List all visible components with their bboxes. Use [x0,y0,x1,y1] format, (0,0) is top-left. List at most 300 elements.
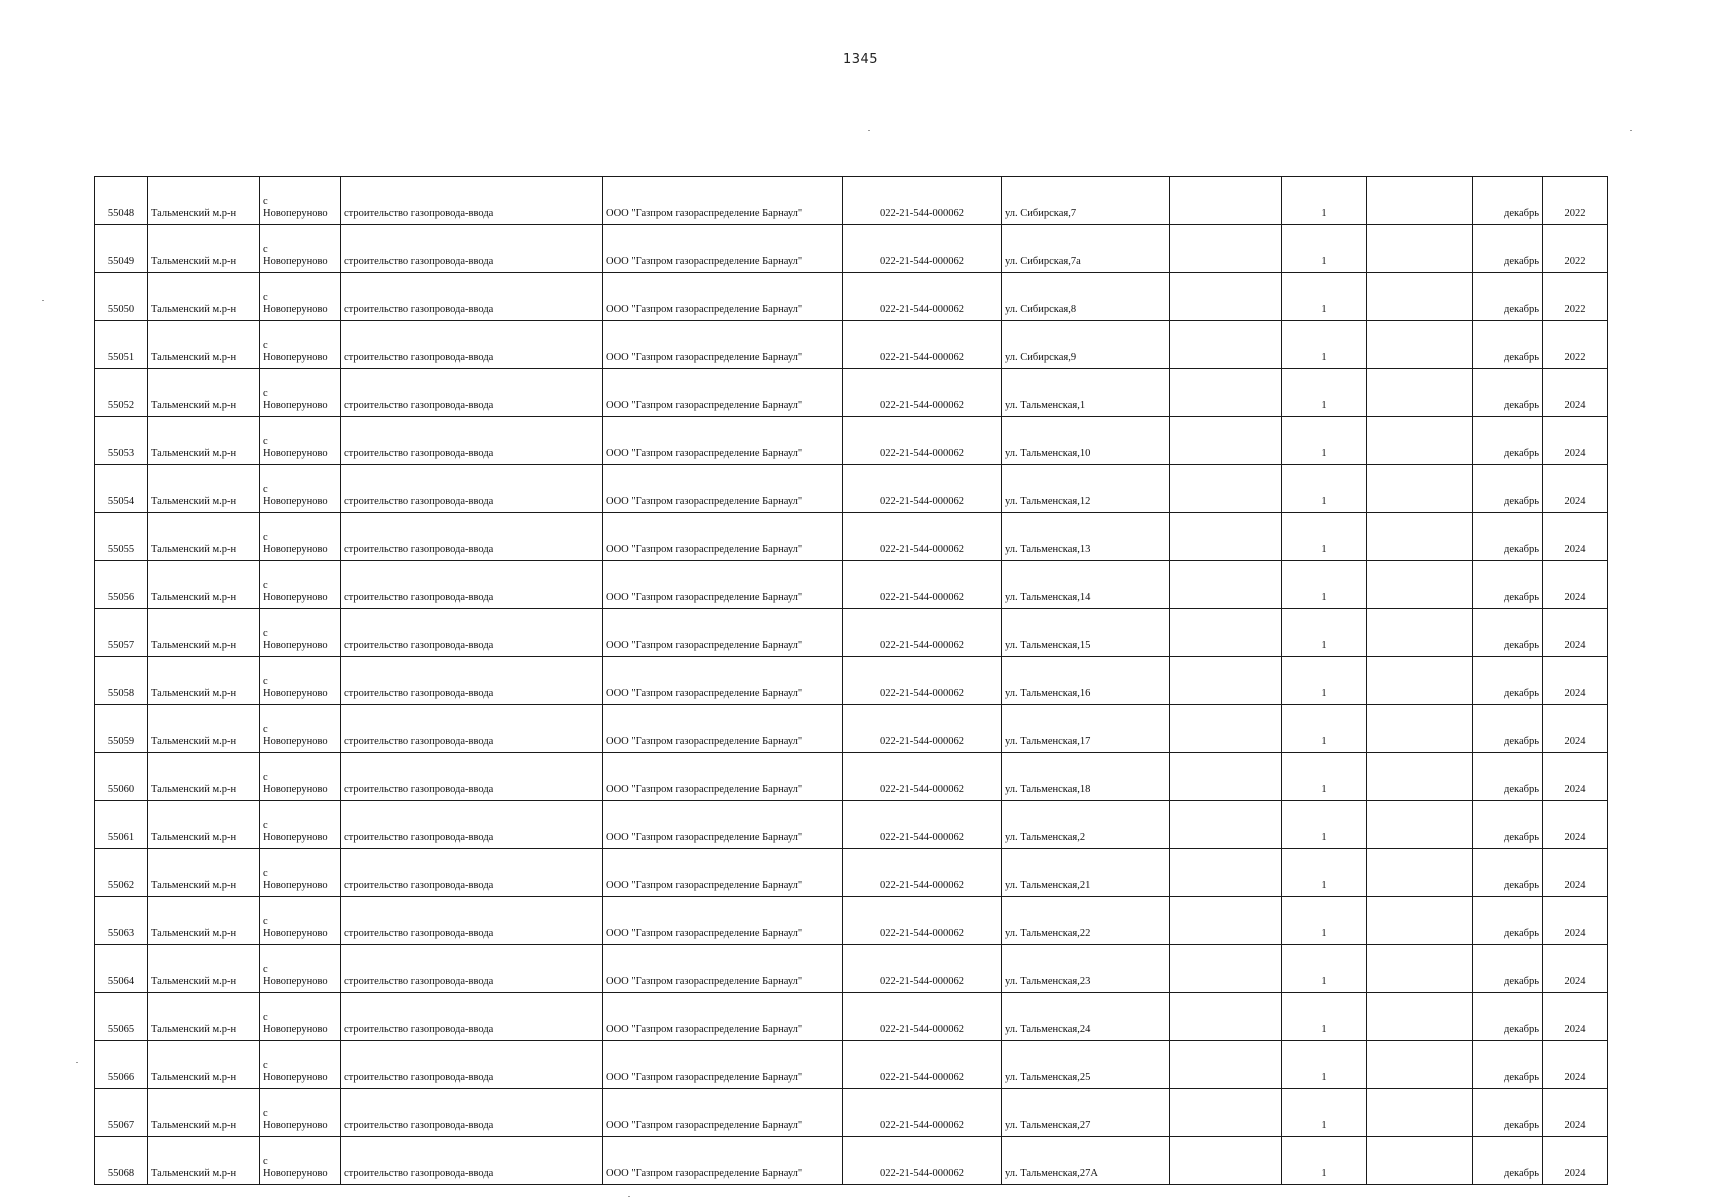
empty-cell [1170,993,1282,1041]
table-row [95,177,1608,225]
work-type-cell: строительство газопровода-ввода [341,993,603,1041]
work-type-cell: строительство газопровода-ввода [341,465,603,513]
organization-cell: ООО "Газпром газораспределение Барнаул" [603,1089,843,1137]
address-cell: ул. Тальменская,22 [1002,897,1170,945]
organization-cell: ООО "Газпром газораспределение Барнаул" [603,753,843,801]
work-type-cell: строительство газопровода-ввода [341,609,603,657]
settlement-cell [260,993,341,1041]
month-cell: декабрь [1473,753,1543,801]
row-number-cell: 55057 [95,609,148,657]
month-cell: декабрь [1473,945,1543,993]
settlement-cell [260,513,341,561]
row-number-cell: 55058 [95,657,148,705]
settlement-prefix: с [263,1108,268,1119]
empty-cell [1367,177,1473,225]
settlement-prefix: с [263,484,268,495]
empty-cell [1367,657,1473,705]
month-cell: декабрь [1473,993,1543,1041]
year-cell: 2024 [1543,417,1608,465]
organization-cell: ООО "Газпром газораспределение Барнаул" [603,945,843,993]
year-cell: 2024 [1543,897,1608,945]
quantity-cell: 1 [1282,273,1367,321]
organization-cell: ООО "Газпром газораспределение Барнаул" [603,705,843,753]
work-type-cell: строительство газопровода-ввода [341,177,603,225]
year-cell: 2024 [1543,945,1608,993]
year-cell: 2024 [1543,1041,1608,1089]
district-cell: Тальменский м.р-н [148,273,260,321]
quantity-cell: 1 [1282,225,1367,273]
year-cell: 2024 [1543,513,1608,561]
work-type-cell: строительство газопровода-ввода [341,1041,603,1089]
work-type-cell: строительство газопровода-ввода [341,1089,603,1137]
empty-cell [1367,369,1473,417]
year-cell: 2022 [1543,177,1608,225]
year-cell: 2024 [1543,465,1608,513]
quantity-cell: 1 [1282,369,1367,417]
table-row [95,1137,1608,1185]
quantity-cell: 1 [1282,993,1367,1041]
table-row [95,561,1608,609]
empty-cell [1170,801,1282,849]
quantity-cell: 1 [1282,177,1367,225]
row-number-cell: 55059 [95,705,148,753]
year-cell: 2024 [1543,993,1608,1041]
month-cell: декабрь [1473,1041,1543,1089]
work-type-cell: строительство газопровода-ввода [341,897,603,945]
year-cell: 2024 [1543,561,1608,609]
empty-cell [1170,945,1282,993]
scan-speck [628,1196,630,1197]
settlement-cell [260,273,341,321]
table-row [95,1089,1608,1137]
object-code-cell: 022-21-544-000062 [843,849,1002,897]
month-cell: декабрь [1473,513,1543,561]
quantity-cell: 1 [1282,561,1367,609]
month-cell: декабрь [1473,849,1543,897]
object-code-cell: 022-21-544-000062 [843,1137,1002,1185]
address-cell: ул. Сибирская,9 [1002,321,1170,369]
settlement-name: Новоперуново [263,976,328,987]
scan-speck [42,300,44,301]
work-type-cell: строительство газопровода-ввода [341,1137,603,1185]
settlement-prefix: с [263,1012,268,1023]
organization-cell: ООО "Газпром газораспределение Барнаул" [603,1041,843,1089]
settlement-name: Новоперуново [263,688,328,699]
empty-cell [1170,417,1282,465]
work-type-cell: строительство газопровода-ввода [341,513,603,561]
object-code-cell: 022-21-544-000062 [843,225,1002,273]
table-row [95,321,1608,369]
quantity-cell: 1 [1282,417,1367,465]
address-cell: ул. Тальменская,10 [1002,417,1170,465]
empty-cell [1170,369,1282,417]
row-number-cell: 55054 [95,465,148,513]
empty-cell [1170,273,1282,321]
organization-cell: ООО "Газпром газораспределение Барнаул" [603,369,843,417]
work-type-cell: строительство газопровода-ввода [341,321,603,369]
district-cell: Тальменский м.р-н [148,945,260,993]
settlement-cell [260,417,341,465]
empty-cell [1170,705,1282,753]
year-cell: 2024 [1543,369,1608,417]
work-type-cell: строительство газопровода-ввода [341,849,603,897]
empty-cell [1367,1137,1473,1185]
scan-speck [1630,130,1632,131]
month-cell: декабрь [1473,417,1543,465]
organization-cell: ООО "Газпром газораспределение Барнаул" [603,225,843,273]
empty-cell [1170,657,1282,705]
organization-cell: ООО "Газпром газораспределение Барнаул" [603,1137,843,1185]
address-cell: ул. Тальменская,18 [1002,753,1170,801]
address-cell: ул. Тальменская,25 [1002,1041,1170,1089]
month-cell: декабрь [1473,609,1543,657]
settlement-prefix: с [263,532,268,543]
address-cell: ул. Тальменская,21 [1002,849,1170,897]
row-number-cell: 55068 [95,1137,148,1185]
row-number-cell: 55061 [95,801,148,849]
quantity-cell: 1 [1282,1089,1367,1137]
empty-cell [1367,993,1473,1041]
registry-table [94,176,1608,1185]
table-row [95,849,1608,897]
year-cell: 2022 [1543,225,1608,273]
settlement-prefix: с [263,868,268,879]
district-cell: Тальменский м.р-н [148,849,260,897]
quantity-cell: 1 [1282,513,1367,561]
object-code-cell: 022-21-544-000062 [843,561,1002,609]
settlement-prefix: с [263,772,268,783]
settlement-name: Новоперуново [263,1120,328,1131]
object-code-cell: 022-21-544-000062 [843,1041,1002,1089]
year-cell: 2024 [1543,753,1608,801]
object-code-cell: 022-21-544-000062 [843,1089,1002,1137]
object-code-cell: 022-21-544-000062 [843,369,1002,417]
object-code-cell: 022-21-544-000062 [843,753,1002,801]
settlement-prefix: с [263,628,268,639]
quantity-cell: 1 [1282,609,1367,657]
quantity-cell: 1 [1282,897,1367,945]
address-cell: ул. Тальменская,13 [1002,513,1170,561]
object-code-cell: 022-21-544-000062 [843,993,1002,1041]
month-cell: декабрь [1473,1089,1543,1137]
object-code-cell: 022-21-544-000062 [843,321,1002,369]
empty-cell [1367,753,1473,801]
organization-cell: ООО "Газпром газораспределение Барнаул" [603,177,843,225]
address-cell: ул. Тальменская,14 [1002,561,1170,609]
address-cell: ул. Тальменская,23 [1002,945,1170,993]
organization-cell: ООО "Газпром газораспределение Барнаул" [603,273,843,321]
district-cell: Тальменский м.р-н [148,417,260,465]
settlement-prefix: с [263,916,268,927]
object-code-cell: 022-21-544-000062 [843,657,1002,705]
row-number-cell: 55049 [95,225,148,273]
row-number-cell: 55060 [95,753,148,801]
organization-cell: ООО "Газпром газораспределение Барнаул" [603,417,843,465]
empty-cell [1170,321,1282,369]
table-row [95,705,1608,753]
month-cell: декабрь [1473,321,1543,369]
settlement-prefix: с [263,724,268,735]
quantity-cell: 1 [1282,705,1367,753]
settlement-name: Новоперуново [263,1072,328,1083]
table-row [95,657,1608,705]
row-number-cell: 55056 [95,561,148,609]
object-code-cell: 022-21-544-000062 [843,273,1002,321]
year-cell: 2024 [1543,1089,1608,1137]
empty-cell [1170,849,1282,897]
settlement-prefix: с [263,964,268,975]
settlement-prefix: с [263,244,268,255]
empty-cell [1170,609,1282,657]
district-cell: Тальменский м.р-н [148,897,260,945]
settlement-cell [260,561,341,609]
work-type-cell: строительство газопровода-ввода [341,657,603,705]
address-cell: ул. Тальменская,27 [1002,1089,1170,1137]
organization-cell: ООО "Газпром газораспределение Барнаул" [603,849,843,897]
year-cell: 2024 [1543,801,1608,849]
table-row [95,753,1608,801]
district-cell: Тальменский м.р-н [148,177,260,225]
empty-cell [1367,801,1473,849]
object-code-cell: 022-21-544-000062 [843,417,1002,465]
work-type-cell: строительство газопровода-ввода [341,369,603,417]
district-cell: Тальменский м.р-н [148,465,260,513]
quantity-cell: 1 [1282,753,1367,801]
settlement-prefix: с [263,436,268,447]
settlement-cell [260,849,341,897]
object-code-cell: 022-21-544-000062 [843,705,1002,753]
organization-cell: ООО "Газпром газораспределение Барнаул" [603,993,843,1041]
address-cell: ул. Сибирская,8 [1002,273,1170,321]
settlement-name: Новоперуново [263,592,328,603]
district-cell: Тальменский м.р-н [148,513,260,561]
quantity-cell: 1 [1282,657,1367,705]
settlement-name: Новоперуново [263,928,328,939]
row-number-cell: 55052 [95,369,148,417]
month-cell: декабрь [1473,657,1543,705]
row-number-cell: 55050 [95,273,148,321]
empty-cell [1170,561,1282,609]
empty-cell [1367,225,1473,273]
table-row [95,897,1608,945]
table-row [95,225,1608,273]
settlement-name: Новоперуново [263,400,328,411]
organization-cell: ООО "Газпром газораспределение Барнаул" [603,801,843,849]
address-cell: ул. Сибирская,7 [1002,177,1170,225]
table-row [95,465,1608,513]
work-type-cell: строительство газопровода-ввода [341,945,603,993]
empty-cell [1367,1041,1473,1089]
settlement-prefix: с [263,388,268,399]
settlement-prefix: с [263,292,268,303]
settlement-cell [260,1137,341,1185]
quantity-cell: 1 [1282,1041,1367,1089]
work-type-cell: строительство газопровода-ввода [341,705,603,753]
work-type-cell: строительство газопровода-ввода [341,273,603,321]
empty-cell [1170,177,1282,225]
organization-cell: ООО "Газпром газораспределение Барнаул" [603,561,843,609]
organization-cell: ООО "Газпром газораспределение Барнаул" [603,657,843,705]
district-cell: Тальменский м.р-н [148,321,260,369]
empty-cell [1367,897,1473,945]
table-body [95,177,1608,1185]
address-cell: ул. Тальменская,2 [1002,801,1170,849]
page-number: 1345 [842,52,879,67]
settlement-name: Новоперуново [263,208,328,219]
settlement-prefix: с [263,820,268,831]
object-code-cell: 022-21-544-000062 [843,177,1002,225]
table-row [95,945,1608,993]
table-row [95,273,1608,321]
address-cell: ул. Тальменская,16 [1002,657,1170,705]
district-cell: Тальменский м.р-н [148,1041,260,1089]
table-row [95,993,1608,1041]
empty-cell [1170,513,1282,561]
month-cell: декабрь [1473,561,1543,609]
row-number-cell: 55055 [95,513,148,561]
month-cell: декабрь [1473,273,1543,321]
settlement-name: Новоперуново [263,256,328,267]
settlement-name: Новоперуново [263,736,328,747]
settlement-name: Новоперуново [263,784,328,795]
settlement-name: Новоперуново [263,544,328,555]
district-cell: Тальменский м.р-н [148,609,260,657]
year-cell: 2024 [1543,1137,1608,1185]
empty-cell [1367,1089,1473,1137]
settlement-cell [260,705,341,753]
quantity-cell: 1 [1282,801,1367,849]
district-cell: Тальменский м.р-н [148,561,260,609]
settlement-prefix: с [263,676,268,687]
district-cell: Тальменский м.р-н [148,993,260,1041]
settlement-prefix: с [263,580,268,591]
month-cell: декабрь [1473,705,1543,753]
settlement-cell [260,369,341,417]
table-row [95,513,1608,561]
settlement-cell [260,1089,341,1137]
empty-cell [1367,561,1473,609]
district-cell: Тальменский м.р-н [148,801,260,849]
quantity-cell: 1 [1282,1137,1367,1185]
row-number-cell: 55053 [95,417,148,465]
empty-cell [1367,849,1473,897]
settlement-name: Новоперуново [263,496,328,507]
month-cell: декабрь [1473,177,1543,225]
empty-cell [1170,1041,1282,1089]
settlement-cell [260,177,341,225]
work-type-cell: строительство газопровода-ввода [341,753,603,801]
month-cell: декабрь [1473,465,1543,513]
settlement-cell [260,225,341,273]
organization-cell: ООО "Газпром газораспределение Барнаул" [603,897,843,945]
empty-cell [1367,945,1473,993]
month-cell: декабрь [1473,369,1543,417]
address-cell: ул. Сибирская,7а [1002,225,1170,273]
settlement-cell [260,465,341,513]
district-cell: Тальменский м.р-н [148,1089,260,1137]
district-cell: Тальменский м.р-н [148,225,260,273]
work-type-cell: строительство газопровода-ввода [341,225,603,273]
settlement-name: Новоперуново [263,640,328,651]
settlement-name: Новоперуново [263,304,328,315]
organization-cell: ООО "Газпром газораспределение Барнаул" [603,513,843,561]
settlement-name: Новоперуново [263,448,328,459]
settlement-prefix: с [263,340,268,351]
empty-cell [1367,513,1473,561]
object-code-cell: 022-21-544-000062 [843,465,1002,513]
table-row [95,369,1608,417]
address-cell: ул. Тальменская,15 [1002,609,1170,657]
row-number-cell: 55067 [95,1089,148,1137]
empty-cell [1367,705,1473,753]
empty-cell [1367,417,1473,465]
year-cell: 2024 [1543,849,1608,897]
district-cell: Тальменский м.р-н [148,369,260,417]
organization-cell: ООО "Газпром газораспределение Барнаул" [603,465,843,513]
address-cell: ул. Тальменская,17 [1002,705,1170,753]
row-number-cell: 55062 [95,849,148,897]
work-type-cell: строительство газопровода-ввода [341,801,603,849]
empty-cell [1170,897,1282,945]
settlement-prefix: с [263,196,268,207]
settlement-cell [260,1041,341,1089]
settlement-name: Новоперуново [263,832,328,843]
quantity-cell: 1 [1282,849,1367,897]
empty-cell [1170,225,1282,273]
row-number-cell: 55066 [95,1041,148,1089]
object-code-cell: 022-21-544-000062 [843,945,1002,993]
month-cell: декабрь [1473,897,1543,945]
table-row [95,801,1608,849]
settlement-cell [260,609,341,657]
address-cell: ул. Тальменская,12 [1002,465,1170,513]
settlement-name: Новоперуново [263,352,328,363]
settlement-prefix: с [263,1156,268,1167]
address-cell: ул. Тальменская,24 [1002,993,1170,1041]
month-cell: декабрь [1473,225,1543,273]
settlement-cell [260,657,341,705]
table-row [95,1041,1608,1089]
settlement-prefix: с [263,1060,268,1071]
address-cell: ул. Тальменская,1 [1002,369,1170,417]
empty-cell [1170,1137,1282,1185]
quantity-cell: 1 [1282,945,1367,993]
month-cell: декабрь [1473,1137,1543,1185]
settlement-cell [260,897,341,945]
empty-cell [1367,273,1473,321]
settlement-cell [260,801,341,849]
empty-cell [1170,1089,1282,1137]
quantity-cell: 1 [1282,321,1367,369]
row-number-cell: 55065 [95,993,148,1041]
object-code-cell: 022-21-544-000062 [843,513,1002,561]
row-number-cell: 55063 [95,897,148,945]
scan-speck [868,130,870,131]
year-cell: 2022 [1543,321,1608,369]
year-cell: 2024 [1543,609,1608,657]
district-cell: Тальменский м.р-н [148,753,260,801]
settlement-name: Новоперуново [263,880,328,891]
empty-cell [1170,465,1282,513]
settlement-cell [260,753,341,801]
year-cell: 2022 [1543,273,1608,321]
empty-cell [1367,321,1473,369]
month-cell: декабрь [1473,801,1543,849]
scan-speck [76,1062,78,1063]
empty-cell [1170,753,1282,801]
object-code-cell: 022-21-544-000062 [843,801,1002,849]
object-code-cell: 022-21-544-000062 [843,897,1002,945]
